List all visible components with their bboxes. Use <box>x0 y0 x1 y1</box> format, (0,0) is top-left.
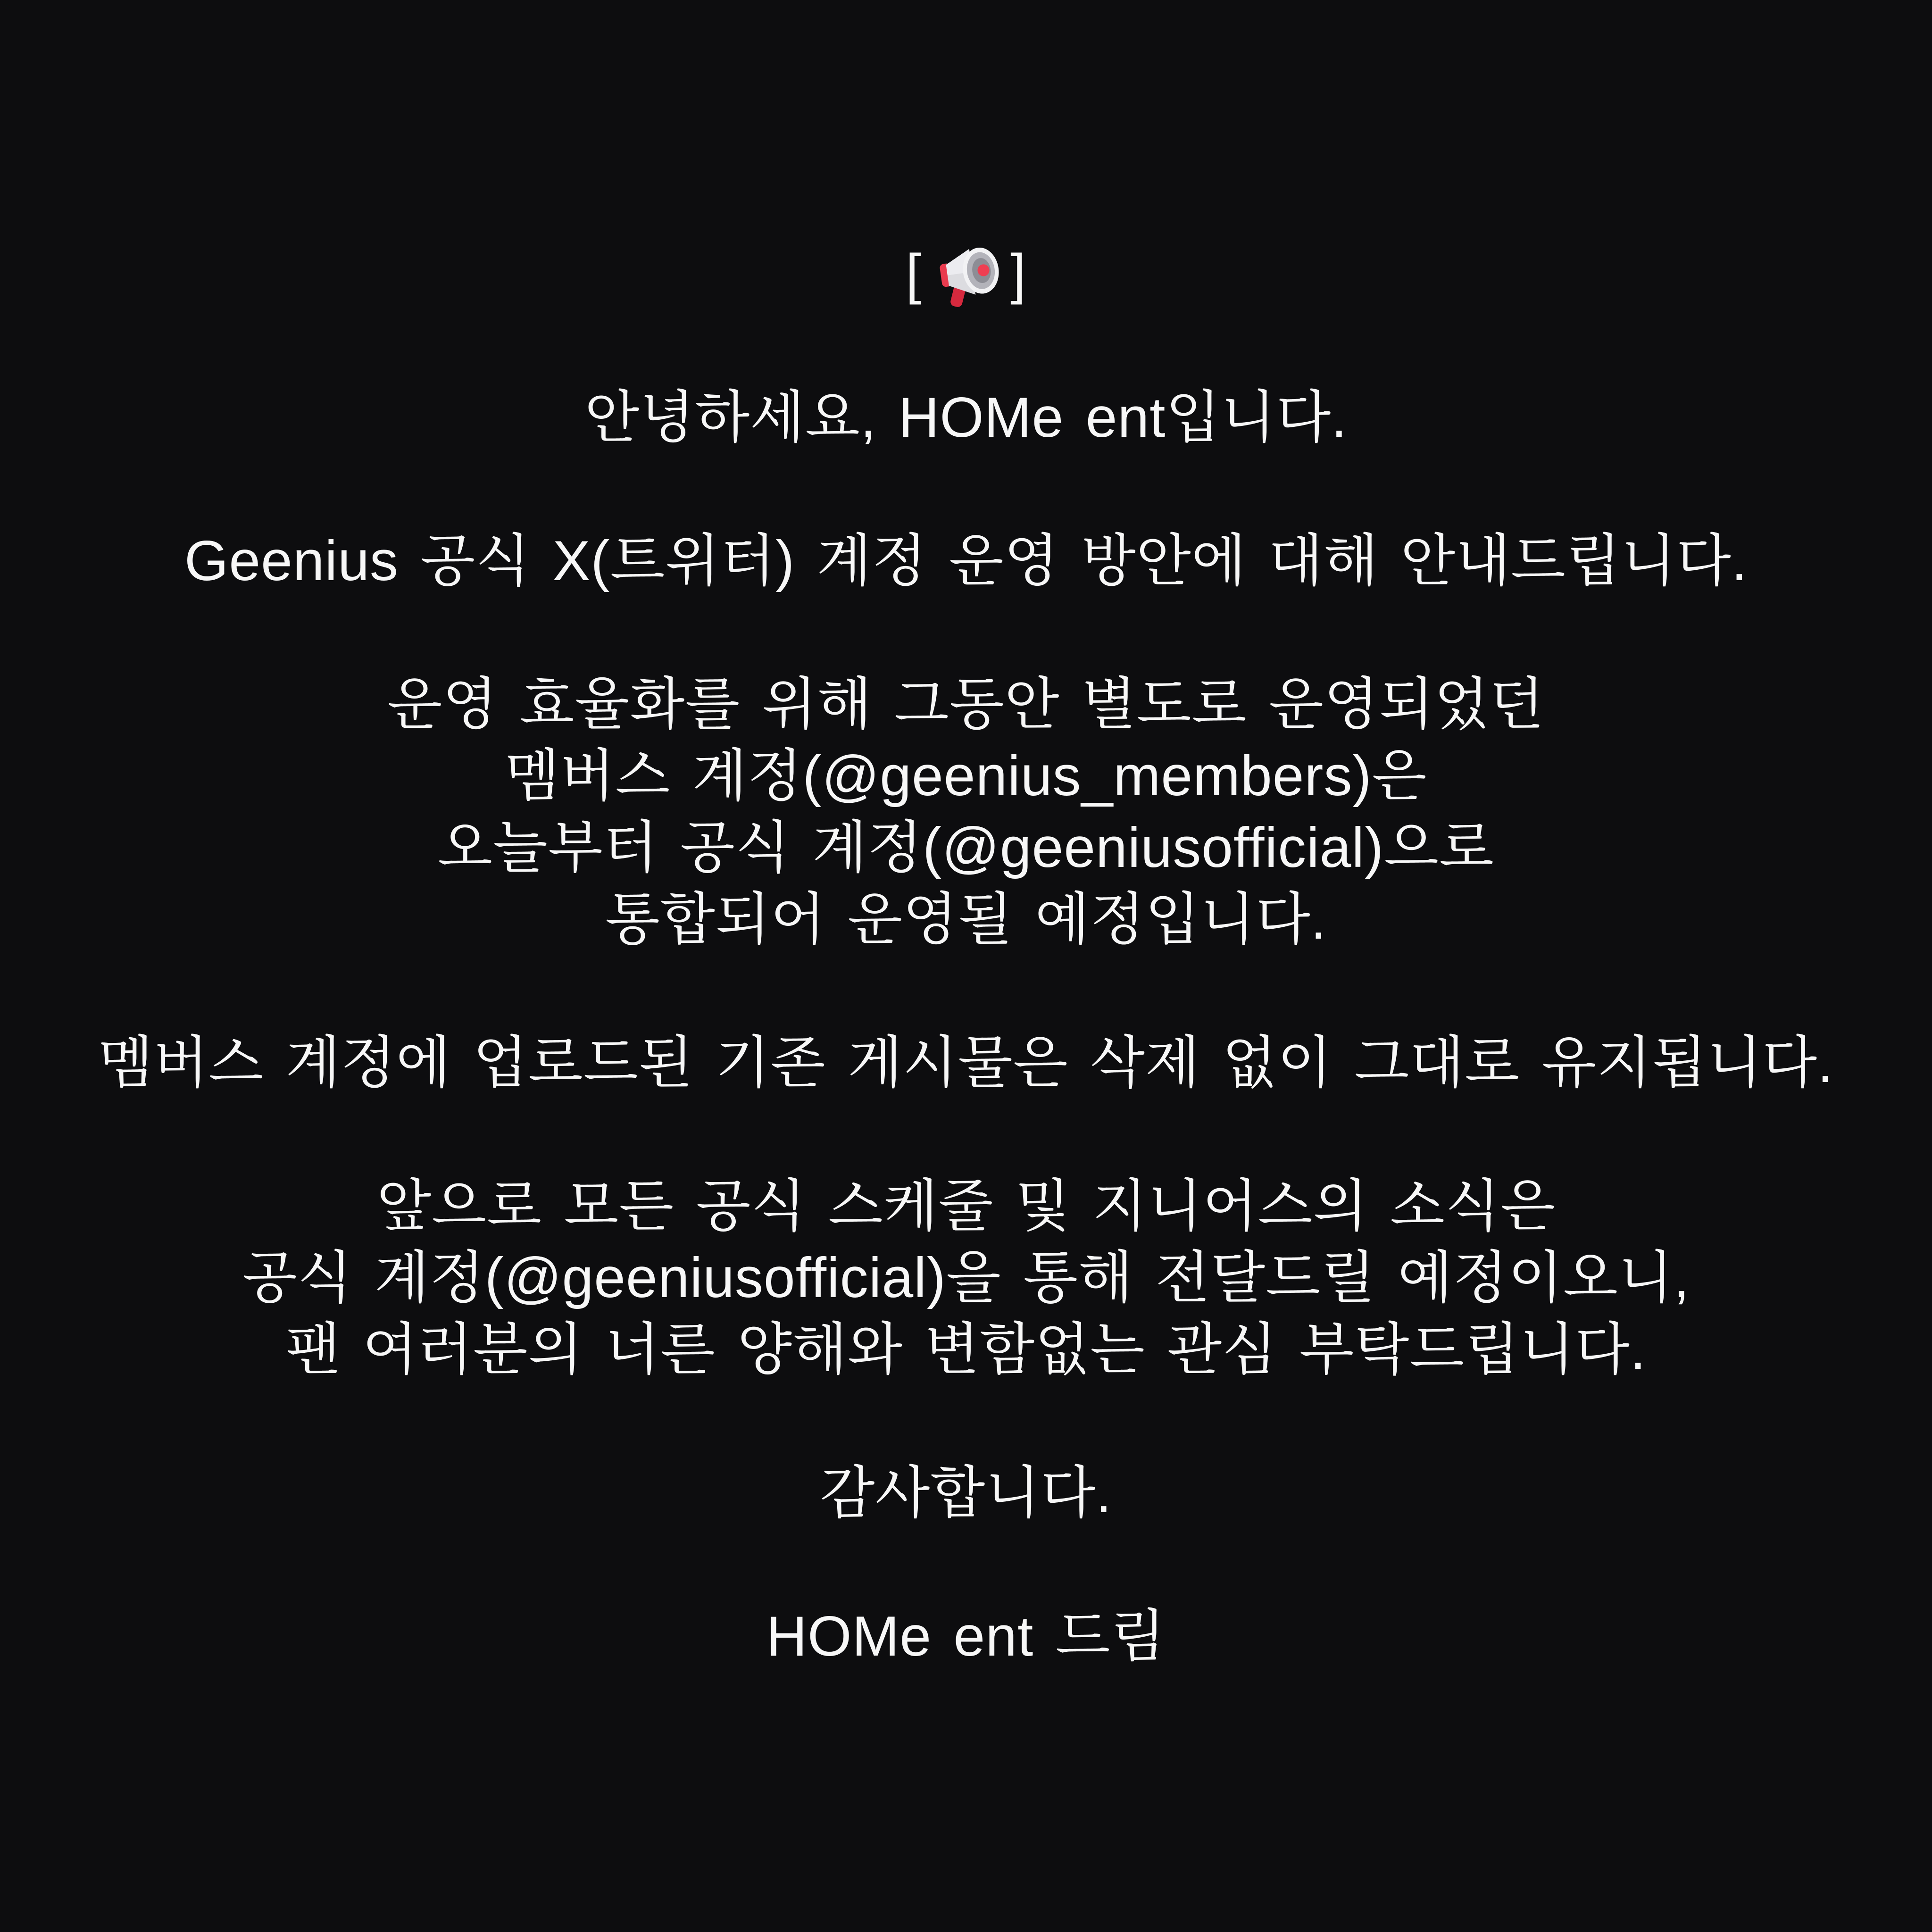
announcement-line: 멤버스 계정에 업로드된 기존 게시물은 삭제 없이 그대로 유지됩니다. <box>98 1031 1834 1094</box>
announcement-line: 팬 여러분의 너른 양해와 변함없는 관심 부탁드립니다. <box>285 1318 1647 1381</box>
greeting-paragraph <box>0 382 1932 453</box>
right-bracket: ] <box>1010 243 1026 305</box>
announcement-line: 앞으로 모든 공식 스케줄 및 지니어스의 소식은 <box>376 1174 1556 1238</box>
thanks-paragraph <box>0 1457 1932 1529</box>
announcement-line: 멤버스 계정(@geenius_members)은 <box>505 744 1427 808</box>
intro-paragraph <box>0 525 1932 597</box>
announcement-line: 운영 효율화를 위해 그동안 별도로 운영되었던 <box>387 673 1545 736</box>
announcement-line: 통합되어 운영될 예정입니다. <box>605 888 1327 951</box>
header-emoji-line <box>0 238 1932 310</box>
future-schedule-paragraph <box>0 1170 1932 1385</box>
loudspeaker-emoji-icon <box>926 241 1006 308</box>
signature-line: HOMe ent 드림 <box>766 1605 1166 1668</box>
posts-kept-paragraph <box>0 1027 1932 1099</box>
announcement-line: 안녕하세요, HOMe ent입니다. <box>584 386 1348 449</box>
merge-info-paragraph <box>0 668 1932 955</box>
left-bracket: [ <box>906 243 922 305</box>
announcement-line: Geenius 공식 X(트위터) 계정 운영 방안에 대해 안내드립니다. <box>184 529 1748 592</box>
signature-paragraph <box>0 1600 1932 1672</box>
announcement-line: 감사합니다. <box>820 1461 1112 1524</box>
announcement-line: 공식 계정(@geeniusofficial)을 통해 전달드릴 예정이오니, <box>242 1246 1690 1309</box>
announcement-line: 오늘부터 공식 계정(@geeniusofficial)으로 <box>438 816 1494 879</box>
